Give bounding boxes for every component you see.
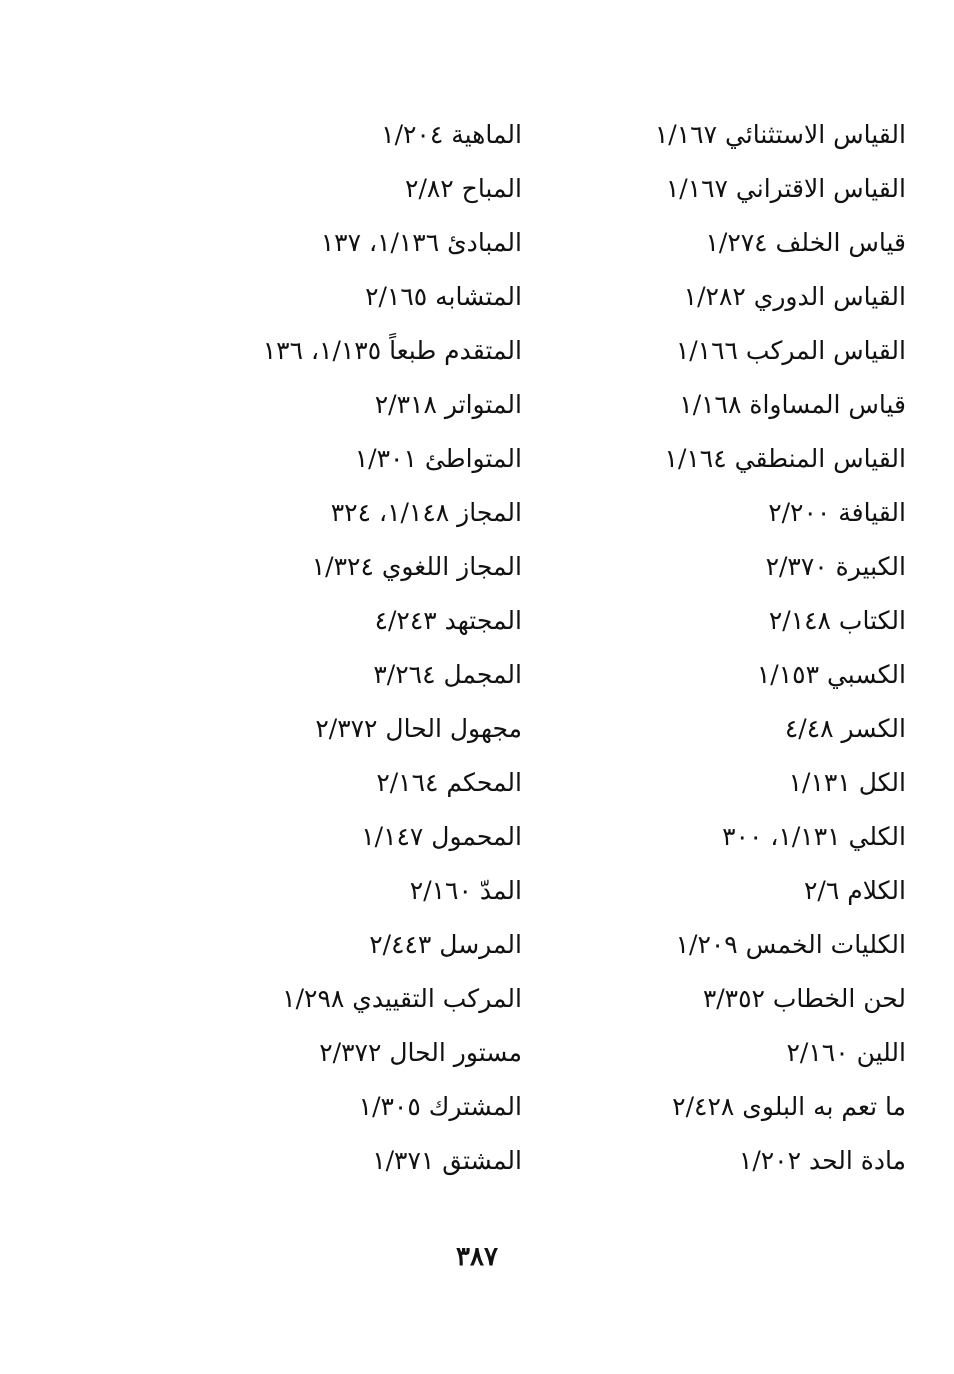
- index-entry: المتواتر ٢/٣١٨: [374, 390, 522, 419]
- index-entry: المدّ ٢/١٦٠: [409, 876, 522, 905]
- index-entry: الماهية ١/٢٠٤: [381, 120, 522, 149]
- index-entry: مادة الحد ١/٢٠٢: [738, 1146, 906, 1175]
- index-entry: المجاز ١/١٤٨، ٣٢٤: [330, 498, 522, 527]
- index-entry: المتقدم طبعاً ١/١٣٥، ١٣٦: [262, 336, 522, 365]
- index-entry: ما تعم به البلوى ٢/٤٢٨: [672, 1092, 906, 1121]
- index-entry: القياس المنطقي ١/١٦٤: [664, 444, 906, 473]
- index-entry: القيافة ٢/٢٠٠: [768, 498, 906, 527]
- index-column-right: [546, 108, 906, 1188]
- index-entry: الكتاب ٢/١٤٨: [768, 606, 906, 635]
- index-entry: المشترك ١/٣٠٥: [358, 1092, 522, 1121]
- index-entry: المباح ٢/٨٢: [405, 174, 522, 203]
- index-entry: الكسبي ١/١٥٣: [756, 660, 906, 689]
- index-entry: القياس المركب ١/١٦٦: [675, 336, 906, 365]
- index-entry: المتواطئ ١/٣٠١: [354, 444, 522, 473]
- index-entry: القياس الدوري ١/٢٨٢: [683, 282, 906, 311]
- index-entry: مجهول الحال ٢/٣٧٢: [315, 714, 522, 743]
- page-number: ٣٨٧: [456, 1242, 498, 1272]
- index-entry: المتشابه ٢/١٦٥: [365, 282, 522, 311]
- index-entry: المجتهد ٤/٢٤٣: [374, 606, 522, 635]
- index-entry: الكليات الخمس ١/٢٠٩: [675, 930, 906, 959]
- index-entry: قياس الخلف ١/٢٧٤: [705, 228, 906, 257]
- index-entry: المشتق ١/٣٧١: [372, 1146, 522, 1175]
- index-entry: الكلام ٢/٦: [804, 876, 906, 905]
- index-entry: المحمول ١/١٤٧: [361, 822, 522, 851]
- index-entry: الكسر ٤/٤٨: [784, 714, 906, 743]
- index-entry: المجمل ٣/٢٦٤: [373, 660, 522, 689]
- index-entry: الكل ١/١٣١: [788, 768, 906, 797]
- index-entry: لحن الخطاب ٣/٣٥٢: [702, 984, 906, 1013]
- index-entry: الكلي ١/١٣١، ٣٠٠: [722, 822, 906, 851]
- index-entry: القياس الاستثنائي ١/١٦٧: [654, 120, 906, 149]
- index-entry: المجاز اللغوي ١/٣٢٤: [311, 552, 522, 581]
- index-entry: المرسل ٢/٤٤٣: [369, 930, 522, 959]
- index-entry: مستور الحال ٢/٣٧٢: [319, 1038, 522, 1067]
- index-entry: اللين ٢/١٦٠: [786, 1038, 906, 1067]
- index-entry: المحكم ٢/١٦٤: [376, 768, 522, 797]
- index-entry: الكبيرة ٢/٣٧٠: [765, 552, 906, 581]
- index-entry: المبادئ ١/١٣٦، ١٣٧: [320, 228, 522, 257]
- index-entry: المركب التقييدي ١/٢٩٨: [282, 984, 522, 1013]
- index-column-left: [142, 108, 522, 1188]
- index-entry: القياس الاقتراني ١/١٦٧: [665, 174, 906, 203]
- index-entry: قياس المساواة ١/١٦٨: [679, 390, 906, 419]
